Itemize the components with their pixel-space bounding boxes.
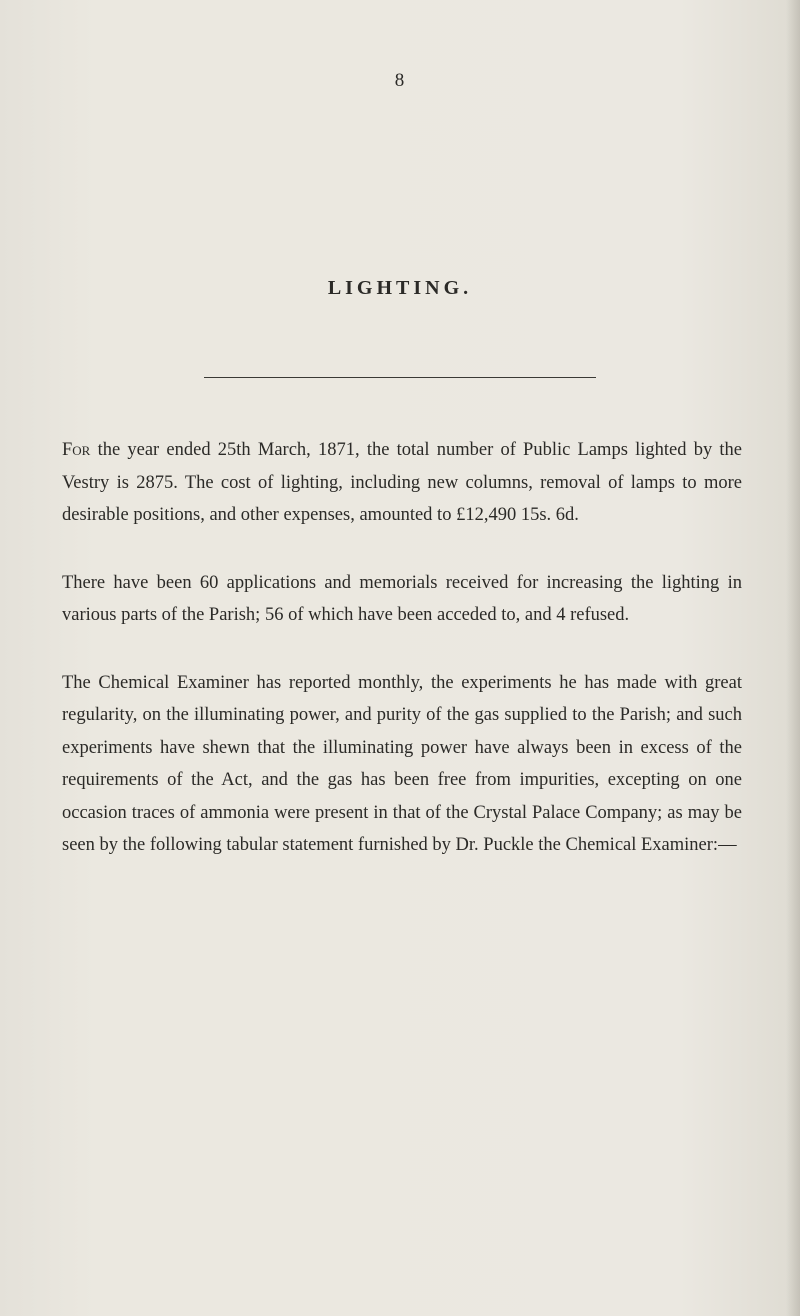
paragraph-chemical-examiner xyxy=(62,667,742,862)
paragraph-lead-word: For xyxy=(62,440,91,460)
page-number: 8 xyxy=(394,70,406,91)
heading-rule xyxy=(204,377,596,378)
page-edge-shadow xyxy=(786,0,800,1316)
section-heading: LIGHTING. xyxy=(327,277,473,299)
paragraph-text: the year ended 25th March, 1871, the total number of Public Lamps lighted by the Vestry is 2875. The cost of lighting, including new columns, removal of lamps to more desirable positions, and other expenses, amounted to £12,490 15s. 6d. xyxy=(62,440,742,525)
paragraph-lamps xyxy=(62,434,742,532)
paragraph-text: The Chemical Examiner has reported monthly, the experiments he has made with great regularity, on the illuminating power, and purity of the gas supplied to the Parish; and such experiments have shewn that the illuminating power have always been in excess of the requirements of the Act, and the gas has been free from impurities, excepting on one occasion traces of ammonia were present in that of the Crystal Palace Company; as may be seen by the following tabular statement furnished by Dr. Puckle the Chemical Examiner:— xyxy=(62,672,742,855)
body-text xyxy=(62,434,742,897)
paragraph-text: There have been 60 applications and memorials received for increasing the lighting in various parts of the Parish; 56 of which have been acceded to, and 4 refused. xyxy=(62,572,742,625)
paragraph-applications xyxy=(62,567,742,632)
